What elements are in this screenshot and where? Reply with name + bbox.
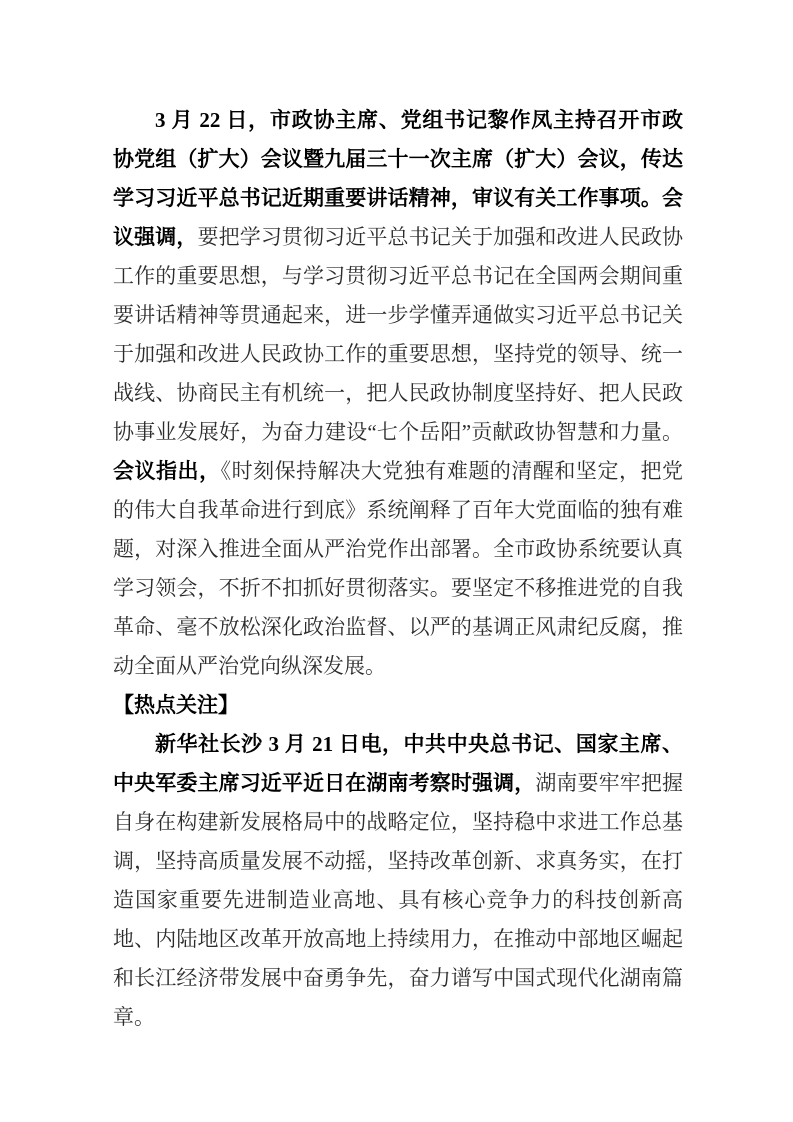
body-paragraph [113, 725, 683, 1037]
section-heading [113, 686, 683, 725]
body-paragraph [113, 101, 683, 686]
text-run: 要把学习贯彻习近平总书记关于加强和改进人民政协工作的重要思想，与学习贯彻习近平总书记在全国两会期间重要讲话精神等贯通起来，进一步学懂弄通做实习近平总书记关于加强和改进人民政协工作的重要思想，坚持党的领导、统一战线、协商民主有机统一，把人民政协制度坚持好、把人民政协事业发展好，为奋力建设“七个岳阳”贡献政协智慧和力量。 [113, 225, 684, 444]
document-text [113, 101, 683, 1037]
bold-text-run: 【热点关注】 [113, 693, 239, 717]
bold-text-run: 新华社长沙 3 月 21 日电，中共中央总书记、国家主席、中央军委主席习近平近日在湖南考察时强调， [113, 732, 683, 795]
text-run: 湖南要牢牢把握自身在构建新发展格局中的战略定位，坚持稳中求进工作总基调，坚持高质量发展不动摇，坚持改革创新、求真务实，在打造国家重要先进制造业高地、具有核心竞争力的科技创新高地、内陆地区改革开放高地上持续用力，在推动中部地区崛起和长江经济带发展中奋勇争先，奋力谱写中国式现代化湖南篇章。 [113, 771, 684, 1029]
bold-text-run: 会议指出， [113, 459, 221, 483]
bold-text-run: 3 月 22 日，市政协主席、党组书记黎作凤主持召开市政协党组（扩大）会议暨九届三十一次主席（扩大）会议，传达学习习近平总书记近期重要讲话精神，审议有关工作事项。会议强调， [113, 108, 683, 249]
text-run: 《时刻保持解决大党独有难题的清醒和坚定，把党的伟大自我革命进行到底》系统阐释了百年大党面临的独有难题，对深入推进全面从严治党作出部署。全市政协系统要认真学习领会，不折不扣抓好贯彻落实。要坚定不移推进党的自我革命、毫不放松深化政治监督、以严的基调正风肃纪反腐，推动全面从严治党向纵深发展。 [113, 459, 684, 678]
